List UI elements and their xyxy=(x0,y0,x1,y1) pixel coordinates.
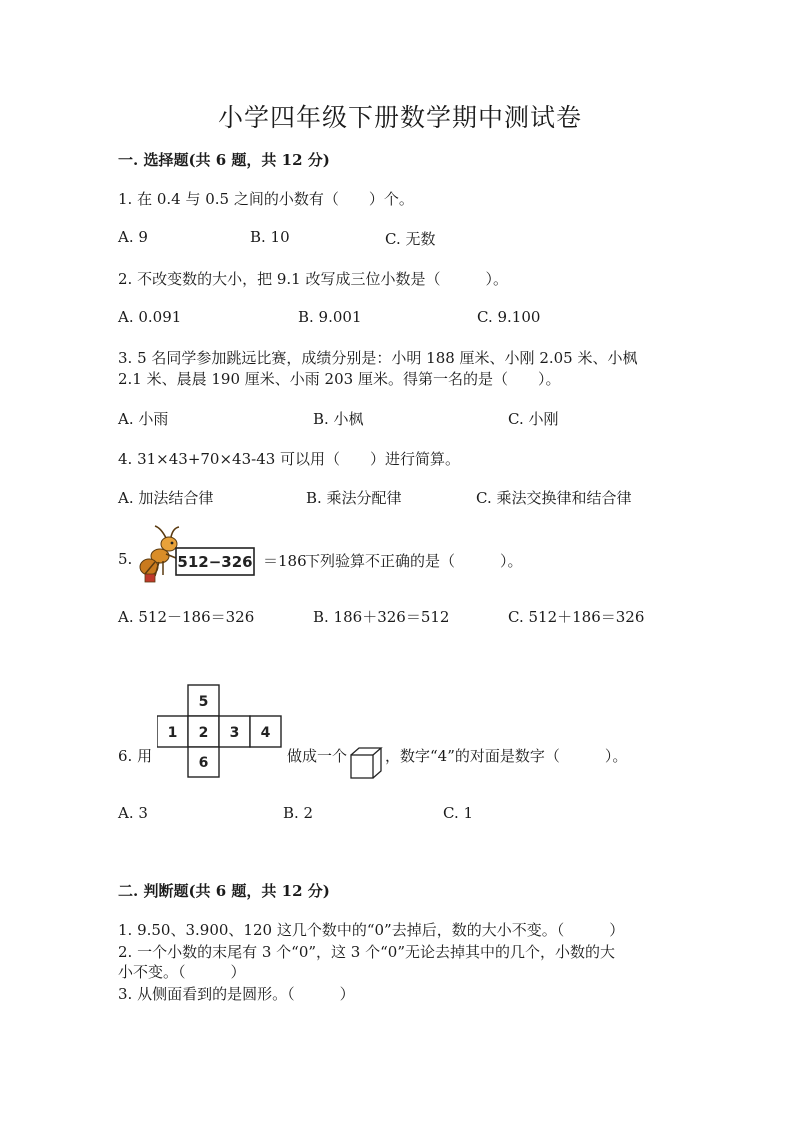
q4-option-a: A. 加法结合律 xyxy=(118,489,214,507)
judgment-item-1: 1. 9.50、3.900、120 这几个数中的“0”去掉后，数的大小不变。（ ） xyxy=(118,921,625,939)
judgment-item-3: 3. 从侧面看到的是圆形。（ ） xyxy=(118,985,355,1003)
question-2: 2. 不改变数的大小，把 9.1 改写成三位小数是（ ）。 xyxy=(118,270,508,288)
q6-option-a: A. 3 xyxy=(118,804,148,822)
q5-option-a: A. 512－186＝326 xyxy=(118,608,255,626)
question-4: 4. 31×43+70×43-43 可以用（ ）进行简算。 xyxy=(118,450,461,468)
q4-option-c: C. 乘法交换律和结合律 xyxy=(476,489,632,507)
question-6-prefix: 6. 用 xyxy=(118,747,153,765)
q4-option-b: B. 乘法分配律 xyxy=(306,489,402,507)
q1-option-c: C. 无数 xyxy=(385,230,436,248)
q2-option-b: B. 9.001 xyxy=(298,308,362,326)
judgment-item-2-line-1: 2. 一个小数的末尾有 3 个“0”，这 3 个“0”无论去掉其中的几个，小数的大 xyxy=(118,943,616,961)
net-face-bottom: 6 xyxy=(198,755,209,771)
question-5-prefix: 5. xyxy=(118,550,133,568)
net-face-4: 4 xyxy=(260,725,271,741)
q3-option-a: A. 小雨 xyxy=(118,410,169,428)
question-1: 1. 在 0.4 与 0.5 之间的小数有（ ）个。 xyxy=(118,190,414,208)
q5-option-b: B. 186＋326＝512 xyxy=(313,608,450,626)
q6-option-c: C. 1 xyxy=(443,804,474,822)
question-6-text: ，数字“4”的对面是数字（ ）。 xyxy=(385,747,628,765)
q2-option-a: A. 0.091 xyxy=(118,308,182,326)
question-3-line-1: 3. 5 名同学参加跳远比赛，成绩分别是：小明 188 厘米、小刚 2.05 米、小枫 xyxy=(118,349,638,367)
net-face-1: 1 xyxy=(167,725,178,741)
cartoon-ant-sign-illustration xyxy=(133,524,273,586)
question-5-text: 下列验算不正确的是（ ）。 xyxy=(305,552,523,570)
q3-option-b: B. 小枫 xyxy=(313,410,364,428)
net-face-top: 5 xyxy=(198,694,209,710)
judgment-item-2-line-2: 小不变。（ ） xyxy=(118,963,246,981)
question-3-line-2: 2.1 米、晨晨 190 厘米、小雨 203 厘米。得第一名的是（ ）。 xyxy=(118,370,561,388)
net-face-3: 3 xyxy=(229,725,240,741)
q6-option-b: B. 2 xyxy=(283,804,314,822)
section-heading-choice: 一. 选择题(共 6 题，共 12 分) xyxy=(118,151,330,169)
q3-option-c: C. 小刚 xyxy=(508,410,559,428)
sign-expression: 512−326 xyxy=(177,553,253,571)
net-face-2: 2 xyxy=(198,725,209,741)
q1-option-b: B. 10 xyxy=(250,228,290,246)
cube-icon xyxy=(349,746,383,780)
cube-net-figure xyxy=(157,684,283,778)
section-heading-judgment: 二. 判断题(共 6 题，共 12 分) xyxy=(118,882,330,900)
q2-option-c: C. 9.100 xyxy=(477,308,541,326)
question-6-middle: 做成一个 xyxy=(287,747,348,765)
page-title: 小学四年级下册数学期中测试卷 xyxy=(217,103,582,132)
question-5-result: ＝186 xyxy=(263,552,307,570)
q5-option-c: C. 512＋186＝326 xyxy=(508,608,645,626)
q1-option-a: A. 9 xyxy=(118,228,148,246)
